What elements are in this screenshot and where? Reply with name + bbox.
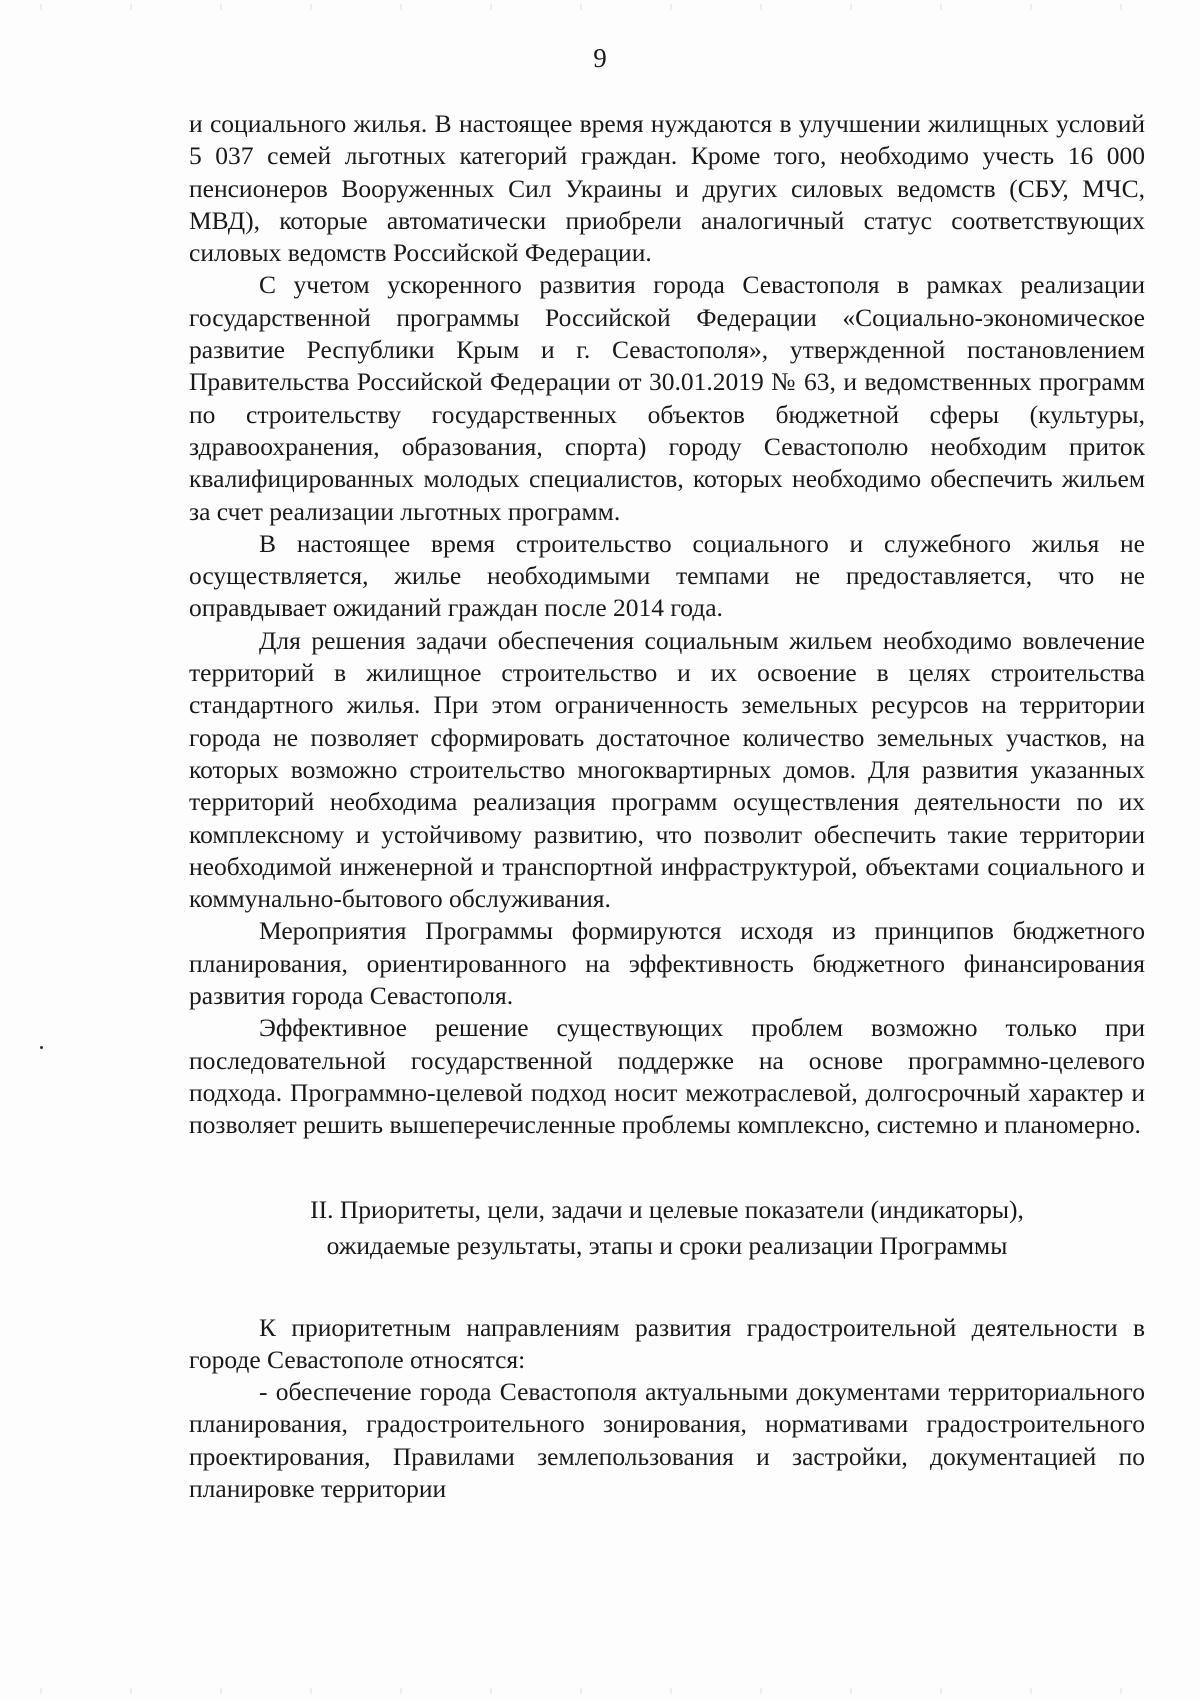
scan-edge-bottom (0, 1688, 1200, 1694)
paragraph-1: и социального жилья. В настоящее время нуждаются в улучшении жилищных условий 5 037 семей льготных категорий граждан. Кроме того, необходимо учесть 16 000 пенсионеров Вооруженных Сил Украины и других силовых ведомств (СБУ, МЧС, МВД), которые автоматически приобрели аналогичный статус соответствующих силовых ведомств Российской Федерации. (189, 109, 1145, 268)
paragraph-6: Эффективное решение существующих проблем возможно только при последовательной государственной поддержке на основе программно-целевого подхода. Программно-целевой подход носит межотраслевой, долгосрочный характер и позволяет решить вышеперечисленные проблемы комплексно, системно и планомерно. (189, 1013, 1145, 1140)
section-heading (189, 1192, 1145, 1264)
section-paragraph-2: - обеспечение города Севастополя актуальными документами территориального планирования, градостроительного зонирования, нормативами градостроительного проектирования, Правилами землепользования и застройки, документацией по планировке территории (189, 1377, 1145, 1503)
section-heading-line-2: ожидаемые результаты, этапы и сроки реализации Программы (326, 1230, 1008, 1260)
document-body (189, 108, 1145, 1505)
page-number: 9 (593, 43, 607, 73)
scan-speck (40, 1046, 43, 1049)
section-heading-line-1: II. Приоритеты, цели, задачи и целевые показатели (индикаторы), (310, 1194, 1024, 1224)
paragraph-5: Мероприятия Программы формируются исходя из принципов бюджетного планирования, ориентированного на эффективность бюджетного финансирования развития города Севастополя. (189, 916, 1145, 1011)
section-paragraph-1: К приоритетным направлениям развития градостроительной деятельности в городе Севастополе относятся: (189, 1312, 1145, 1374)
scan-edge-top (0, 4, 1200, 10)
paragraph-4: Для решения задачи обеспечения социальным жильем необходимо вовлечение территорий в жилищное строительство и их освоение в целях строительства стандартного жилья. При этом ограниченность земельных ресурсов на территории города не позволяет сформировать достаточное количество земельных участков, на которых возможно строительство многоквартирных домов. Для развития указанных территорий необходима реализация программ осуществления деятельности по их комплексному и устойчивому развитию, что позволит обеспечить такие территории необходимой инженерной и транспортной инфраструктурой, объектами социального и коммунально-бытового обслуживания. (189, 625, 1145, 914)
paragraph-3: В настоящее время строительство социального и служебного жилья не осуществляется, жилье необходимыми темпами не предоставляется, что не оправдывает ожиданий граждан после 2014 года. (189, 528, 1145, 623)
paragraph-2: С учетом ускоренного развития города Севастополя в рамках реализации государственной программы Российской Федерации «Социально-экономическое развитие Республики Крым и г. Севастополя», утвержденной постановлением Правительства Российской Федерации от 30.01.2019 № 63, и ведомственных программ по строительству государственных объектов бюджетной сферы (культуры, здравоохранения, образования, спорта) городу Севастополю необходим приток квалифицированных молодых специалистов, которых необходимо обеспечить жильем за счет реализации льготных программ. (189, 270, 1145, 526)
